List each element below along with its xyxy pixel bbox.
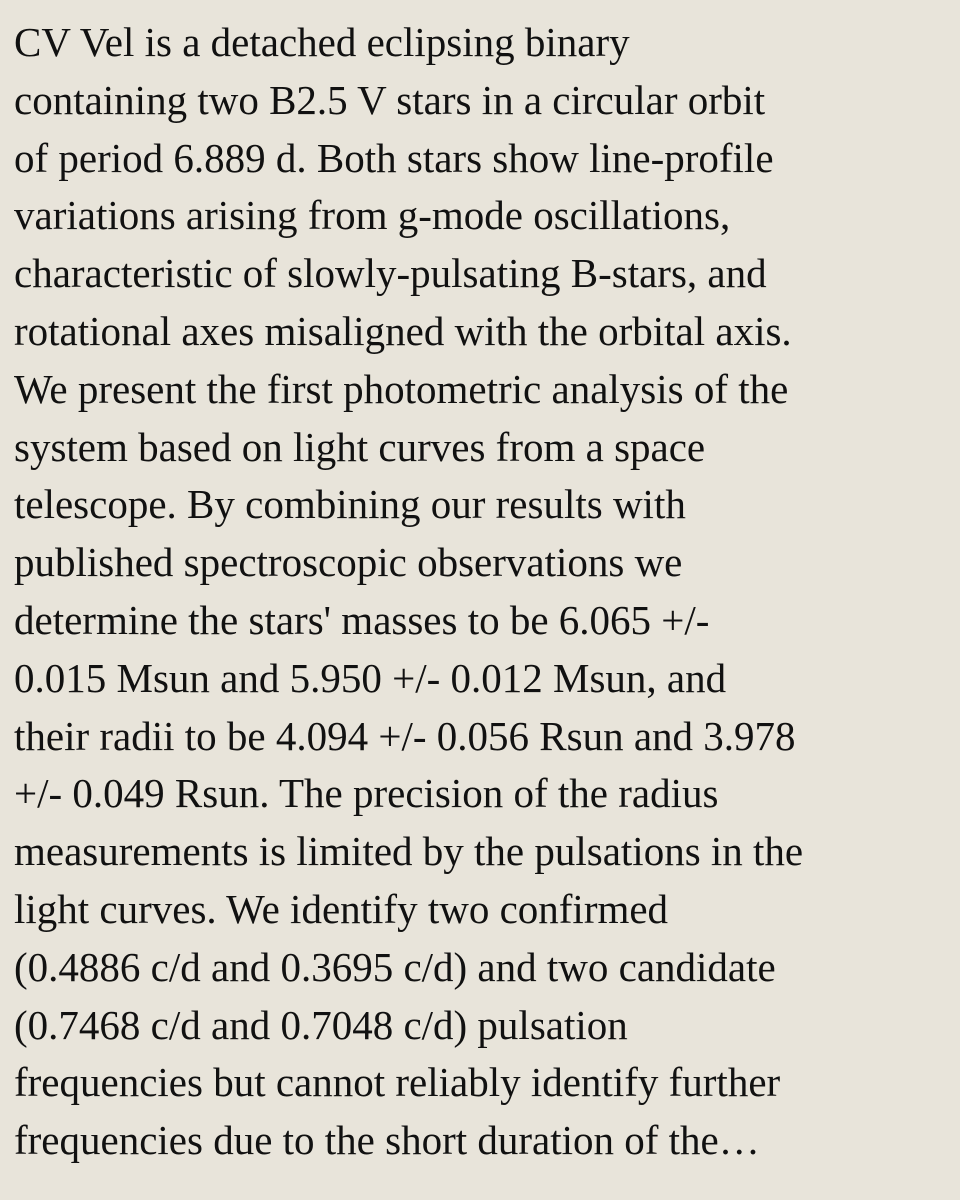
abstract-line: of period 6.889 d. Both stars show line-profile [14,134,774,181]
abstract-line: variations arising from g-mode oscillations, [14,192,731,239]
abstract-line: (0.7468 c/d and 0.7048 c/d) pulsation [14,1001,628,1048]
abstract-line: light curves. We identify two confirmed [14,885,669,932]
abstract-line: We present the first photometric analysis of the [14,365,789,412]
abstract-line: frequencies but cannot reliably identify further [14,1059,781,1106]
abstract-line: measurements is limited by the pulsations in the [14,828,804,875]
abstract-line: (0.4886 c/d and 0.3695 c/d) and two candidate [14,943,776,990]
abstract-line: rotational axes misaligned with the orbital axis. [14,307,792,354]
abstract-line: published spectroscopic observations we [14,539,683,586]
abstract-line: 0.015 Msun and 5.950 +/- 0.012 Msun, and [14,654,727,701]
abstract-line: characteristic of slowly-pulsating B-stars, and [14,250,767,297]
abstract-line: containing two B2.5 V stars in a circular orbit [14,76,766,123]
abstract-line: CV Vel is a detached eclipsing binary [14,19,630,65]
abstract-line: frequencies due to the short duration of the… [14,1117,760,1164]
abstract-line: telescope. By combining our results with [14,481,686,528]
abstract-line: their radii to be 4.094 +/- 0.056 Rsun and 3.978 [14,712,796,759]
abstract-line: determine the stars' masses to be 6.065 +/- [14,596,710,643]
abstract-text [14,14,944,1170]
abstract-line: system based on light curves from a space [14,423,706,470]
abstract-line: +/- 0.049 Rsun. The precision of the radius [14,770,719,817]
